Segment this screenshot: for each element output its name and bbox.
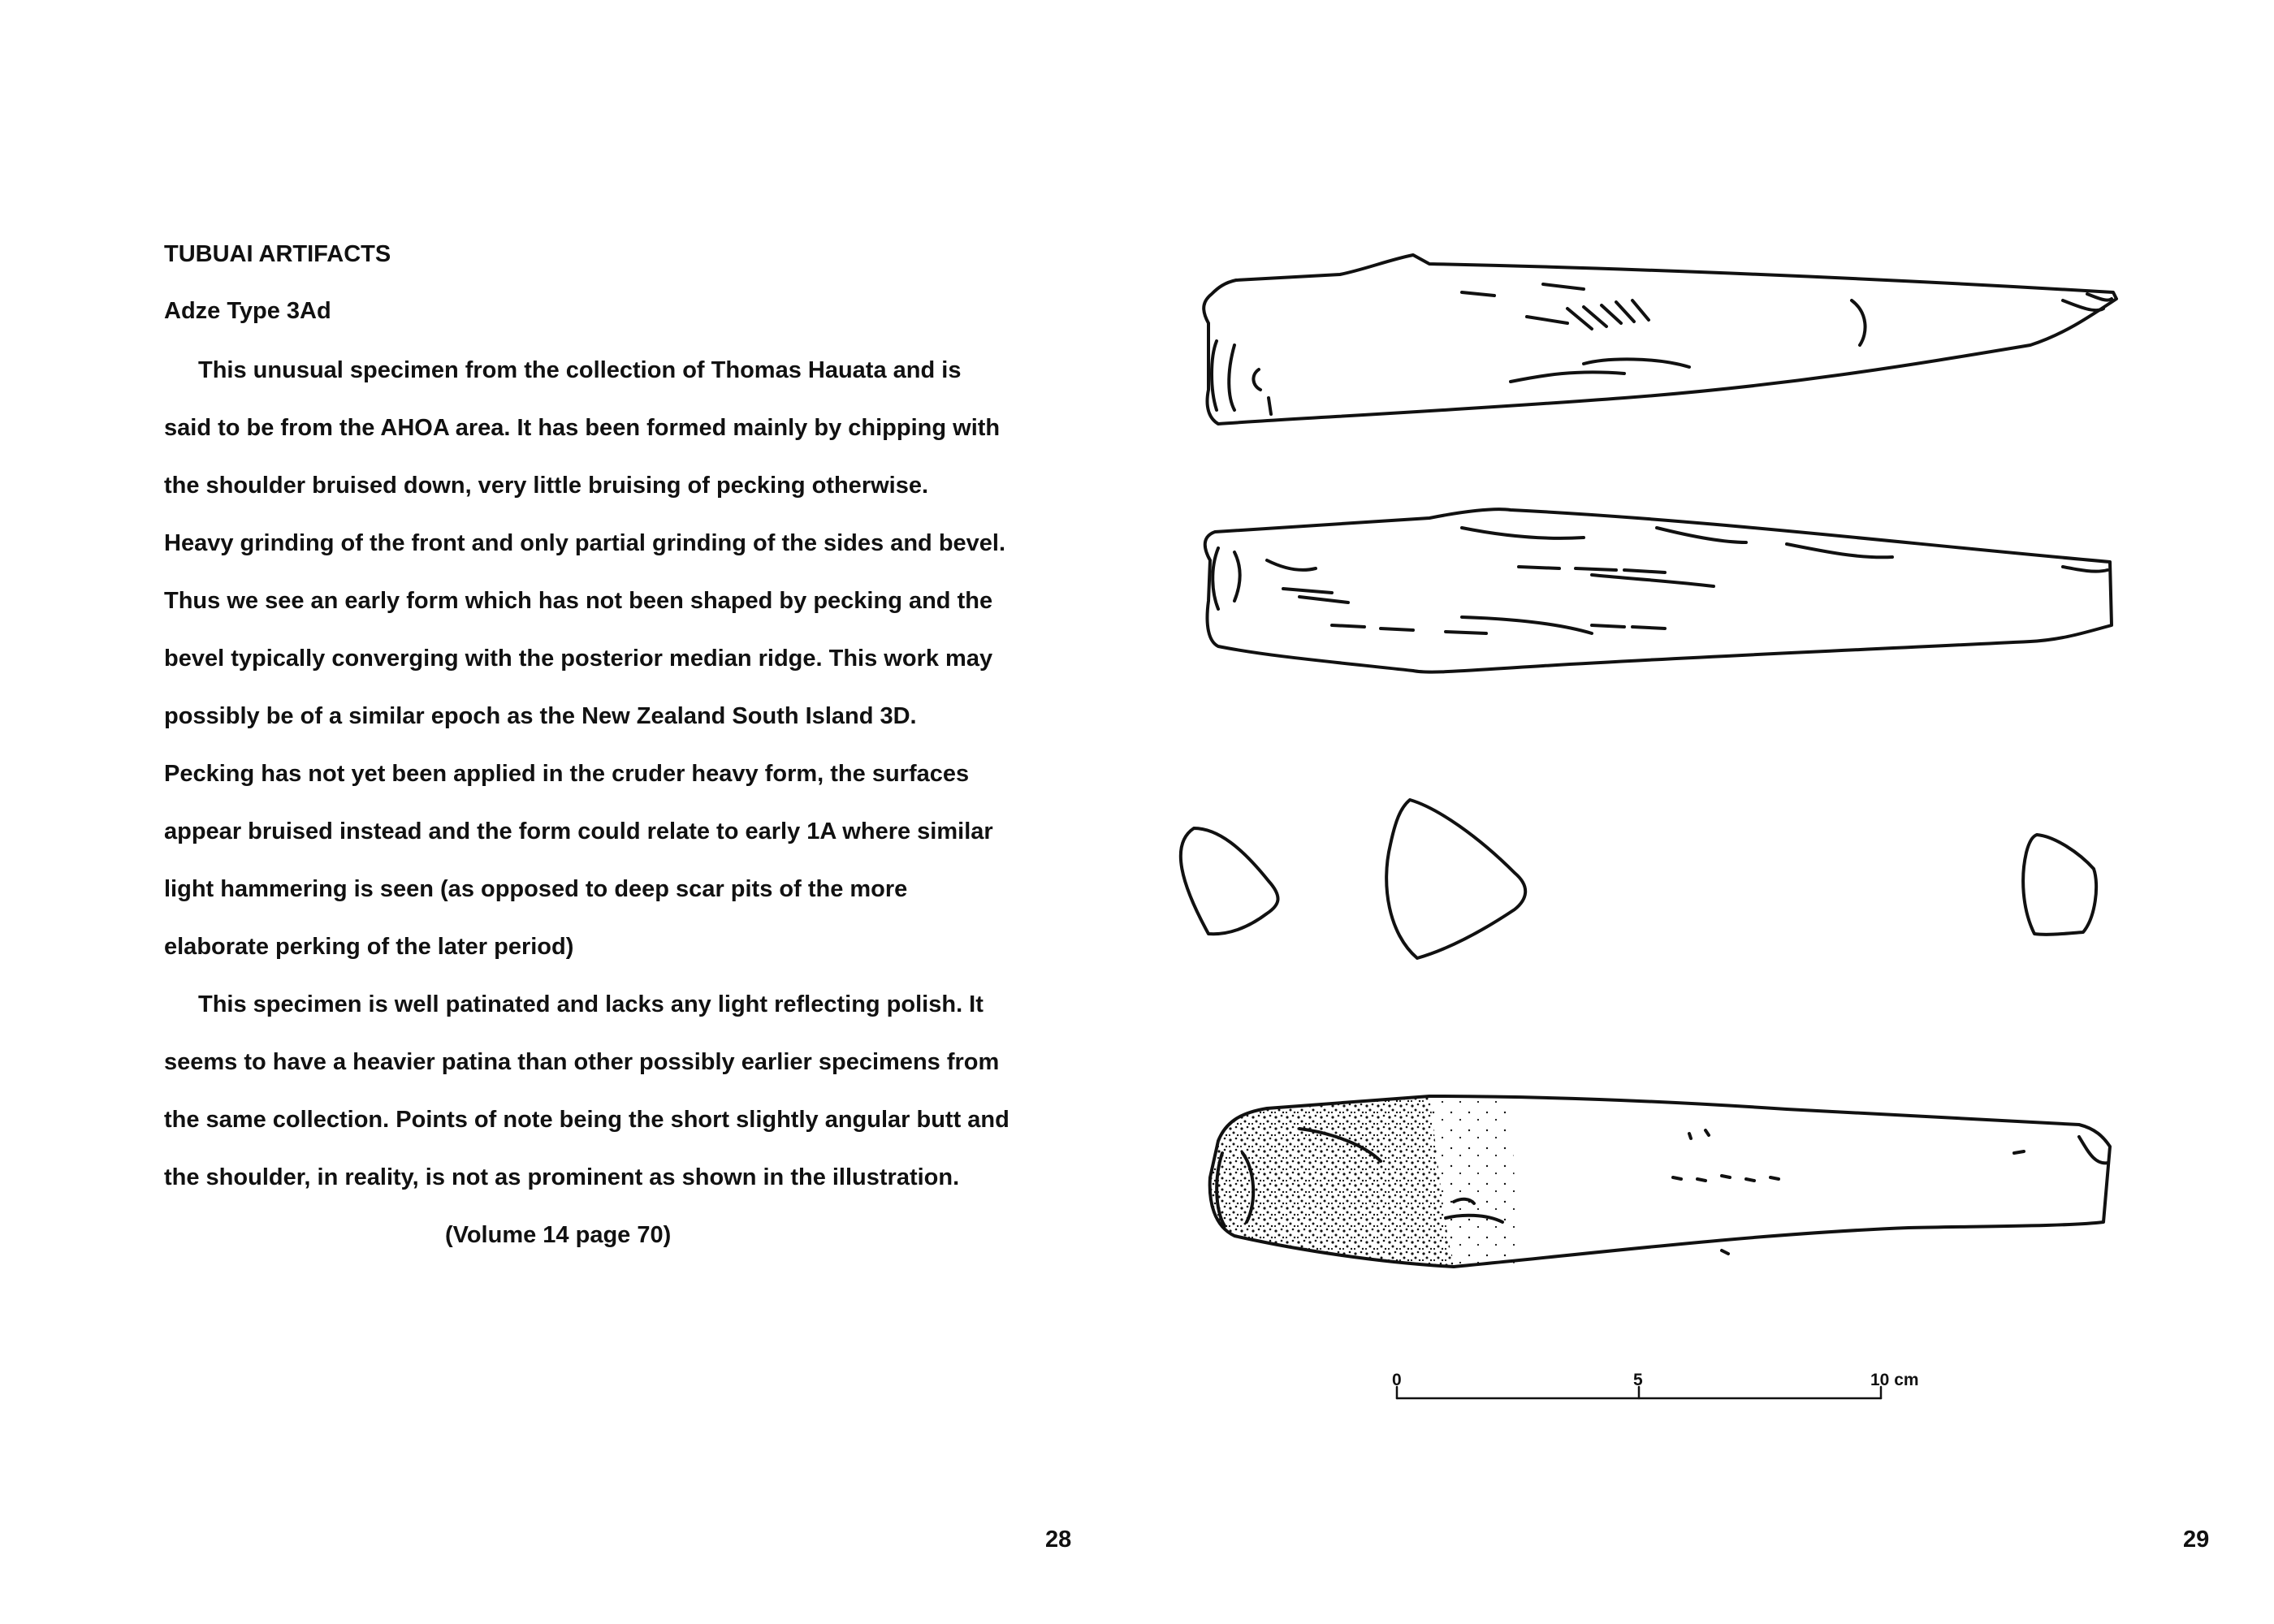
paragraph-line: seems to have a heavier patina than other possibly earlier specimens from xyxy=(164,1049,1000,1075)
scale-label-end: 10 cm xyxy=(1870,1371,1919,1389)
adze-type-heading: Adze Type 3Ad xyxy=(164,298,331,324)
paragraph-line: said to be from the AHOA area. It has been formed mainly by chipping with xyxy=(164,415,1001,441)
adze-cross-sections xyxy=(1181,800,2096,958)
document-title: TUBUAI ARTIFACTS xyxy=(164,241,391,267)
page-number-right: 29 xyxy=(2183,1527,2210,1553)
paragraph-line: possibly be of a similar epoch as the New Zealand South Island 3D. xyxy=(164,703,917,729)
page-number-left: 28 xyxy=(1045,1527,1072,1553)
paragraph-line: the shoulder, in reality, is not as prominent as shown in the illustration. xyxy=(164,1164,960,1190)
paragraph-line: Pecking has not yet been applied in the cruder heavy form, the surfaces xyxy=(164,761,970,787)
paragraph-line: bevel typically converging with the posterior median ridge. This work may xyxy=(164,646,993,672)
paragraph-line: appear bruised instead and the form could relate to early 1A where similar xyxy=(164,818,993,844)
adze-side-view xyxy=(1204,255,2116,424)
adze-front-view xyxy=(1205,509,2112,672)
volume-caption: (Volume 14 page 70) xyxy=(445,1222,672,1248)
paragraph-line: Heavy grinding of the front and only partial grinding of the sides and bevel. xyxy=(164,530,1006,556)
cross-section-bit xyxy=(2023,835,2096,935)
scale-label-mid: 5 xyxy=(1633,1371,1643,1389)
paragraph-line: This unusual specimen from the collection of Thomas Hauata and is xyxy=(198,357,962,383)
paragraph-line: Thus we see an early form which has not been shaped by pecking and the xyxy=(164,588,993,614)
paragraph-line: light hammering is seen (as opposed to deep scar pits of the more xyxy=(164,876,908,902)
paragraph-line: the shoulder bruised down, very little bruising of pecking otherwise. xyxy=(164,473,929,499)
scale-label-start: 0 xyxy=(1392,1371,1402,1389)
cross-section-mid xyxy=(1386,800,1525,958)
paragraph-line: This specimen is well patinated and lacks any light reflecting polish. It xyxy=(198,991,984,1017)
adze-back-view xyxy=(1210,1096,2110,1267)
cross-section-butt xyxy=(1181,828,1278,934)
paragraph-line: elaborate perking of the later period) xyxy=(164,934,574,960)
paragraph-line: the same collection. Points of note being the short slightly angular butt and xyxy=(164,1107,1009,1133)
